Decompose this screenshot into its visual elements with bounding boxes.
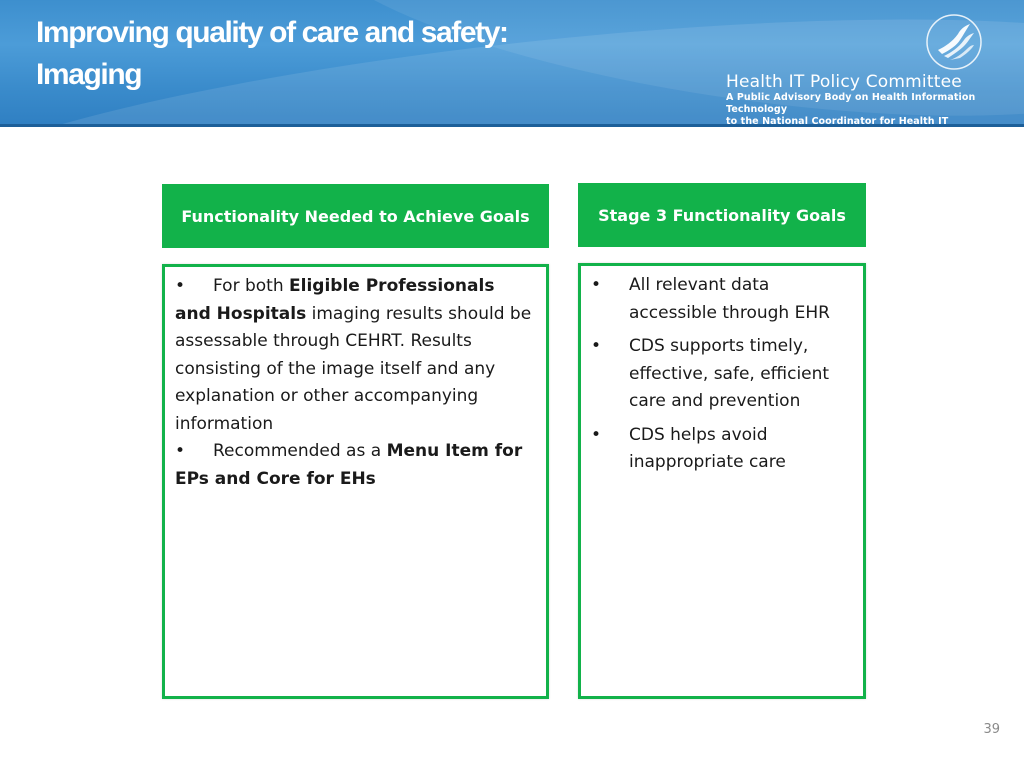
left-column-heading-text: Functionality Needed to Achieve Goals [181,206,530,226]
left-column-heading [162,184,549,248]
bullet-text: CDS supports timely, effective, safe, efficient care and prevention [629,336,830,411]
right-bullet-item [591,422,855,477]
slide-title-line-1: Improving quality of care and safety: [36,16,508,49]
bold-text-segment: Eligible Professionals and Hospitals [175,276,495,324]
bullet-text: All relevant data accessible through EHR [629,275,830,323]
right-bullet-item [591,333,855,416]
text-segment: imaging results should be assessable through CEHRT. Results consisting of the image itself and any explanation or other accompanying information [175,303,532,434]
bullet-glyph: • [175,276,186,296]
bullet-glyph: • [591,275,602,295]
slide-title-line-2: Imaging [36,58,142,91]
org-tagline-1: A Public Advisory Body on Health Information Technology [726,92,976,115]
org-name: Health IT Policy Committee [726,72,962,92]
bullet-text: CDS helps avoid inappropriate care [629,424,786,472]
hhs-eagle-icon [924,12,984,72]
bullet-glyph: • [591,424,602,445]
slide-header [0,0,1024,127]
bullet-glyph: • [591,336,602,356]
left-content-box [162,264,549,699]
right-column-heading-text: Stage 3 Functionality Goals [598,205,846,225]
page-number: 39 [983,722,1000,737]
text-segment: Recommended as a [213,441,387,461]
left-bullet-item [175,273,536,438]
right-content-box [578,263,866,699]
right-column-heading [578,183,866,247]
slide-title [36,12,656,96]
org-tagline-2: to the National Coordinator for Health IT [726,116,949,127]
text-segment: For both [213,276,290,296]
bullet-glyph: • [175,441,186,461]
left-bullet-item [175,438,536,493]
organization-logo-text [726,72,1024,127]
bold-text-segment: Menu Item for EPs and Core for EHs [175,441,523,489]
right-bullet-item [591,272,855,327]
right-bullet-list [591,272,855,477]
